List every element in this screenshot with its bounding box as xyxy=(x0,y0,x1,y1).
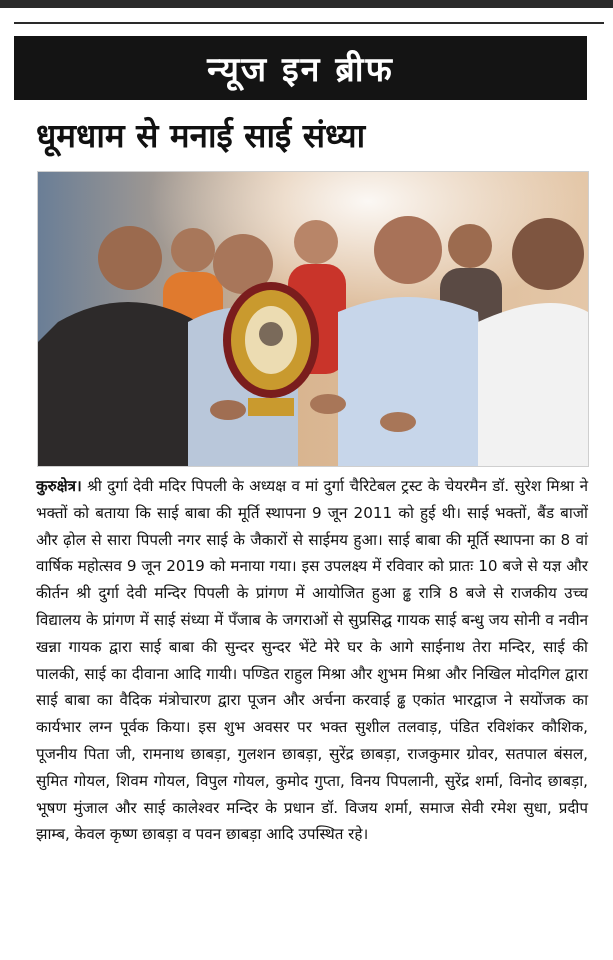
article-body xyxy=(36,473,588,848)
top-rule xyxy=(0,0,613,8)
section-title: न्यूज इन ब्रीफ xyxy=(207,50,394,90)
photo-illustration xyxy=(38,172,588,466)
top-thin-rule xyxy=(14,22,604,24)
article-headline: धूमधाम से मनाई साई संध्या xyxy=(36,116,366,155)
section-header-band xyxy=(14,36,587,100)
article-dateline: कुरुक्षेत्र। xyxy=(36,477,82,495)
article-photo xyxy=(37,171,589,467)
article-body-text: श्री दुर्गा देवी मदिर पिपली के अध्यक्ष व मां दुर्गा चैरिटेबल ट्रस्ट के चेयरमैन डॉ. सुरेश मिश्रा ने भक्तों को बताया कि साई बाबा की मूर्ति स्थापना 9 जून 2011 को हुई थी। साई भक्तों, बैंड बाजों और ढ़ोल से सारा पिपली नगर साई के जैकारों से साईमय हुआ। साई बाबा की मूर्ति स्थापना का 8 वां वार्षिक महोत्सव 9 जून 2019 को मनाया गया। इस उपलक्ष्य में रविवार को प्रातः 10 बजे से यज्ञ और कीर्तन श्री दुर्गा देवी मन्दिर पिपली के प्रांगण में आयोजित हुआ ढ्ढ रात्रि 8 बजे से राजकीय उच्च विद्यालय के प्रांगण में साई संध्या में पँजाब के जगराओं से सुप्रसिद्घ गायक साई बन्धु जय सोनी व नवीन खन्ना गायक द्वारा साई बाबा की सुन्दर सुन्दर भेंटे मेरे घर के आगे साईनाथ तेरा मन्दिर, साई की पालकी, साई का दीवाना आदि गायी। पण्डित राहुल मिश्रा और शुभम मिश्रा और निखिल मोदगिल द्वारा साई बाबा का वैदिक मंत्रोचारण द्वारा पूजन और अर्चना करवाई ढ्ढ एकांत भारद्वाज ने सयोंजक का कार्यभार लग्न पूर्वक किया। इस शुभ अवसर पर भक्त सुशील तलवाड़, पंडित रविशंकर कौशिक, पूजनीय पिता जी, रामनाथ छाबड़ा, गुलशन छाबड़ा, सुरेंद्र छाबड़ा, राजकुमार ग्रोवर, सतपाल बंसल, सुमित गोयल, शिवम गोयल, विपुल गोयल, कुमोद गुप्ता, विनय पिपलानी, सुरेंद्र शर्मा, विनोद छाबड़ा, भूषण मुंजाल और साई कालेश्वर मन्दिर के प्रधान डॉ. विजय शर्मा, समाज सेवी रमेश सुधा, प्रदीप झाम्ब, केवल कृष्ण छाबड़ा व पवन छाबड़ा आदि उपस्थित रहे। xyxy=(36,477,588,844)
